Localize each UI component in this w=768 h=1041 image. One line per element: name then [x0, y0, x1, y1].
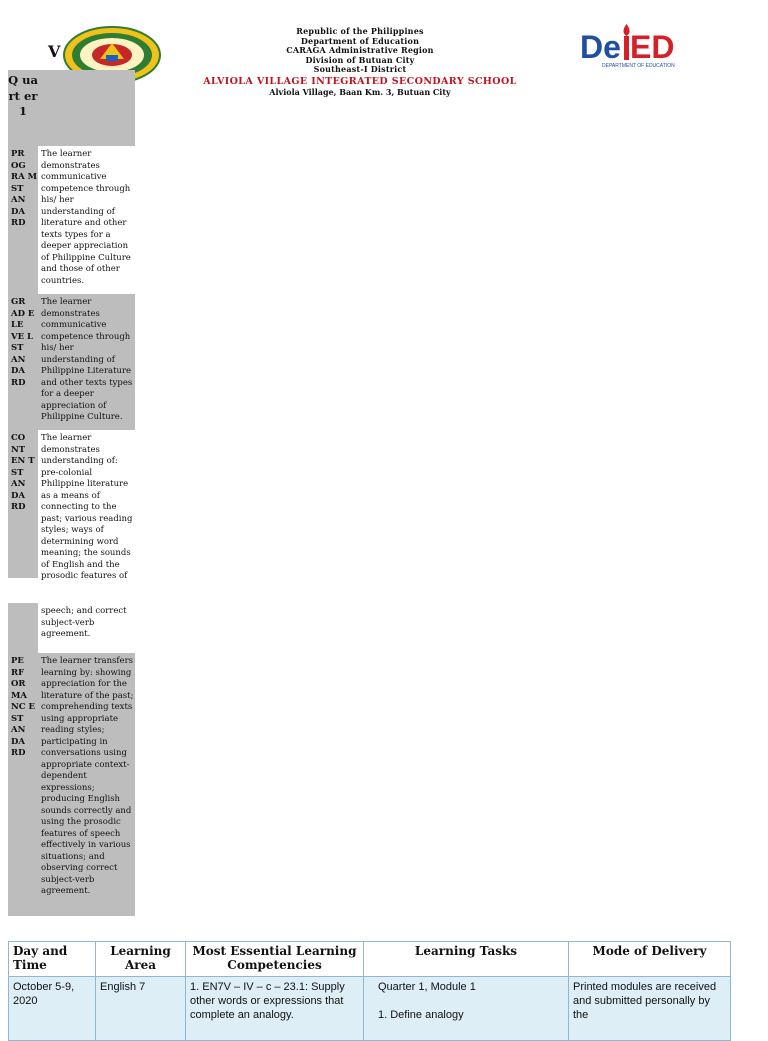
deped-sub-label: DEPARTMENT OF EDUCATION	[602, 63, 675, 69]
task-item: 1. Define analogy	[378, 1009, 464, 1021]
content-standard-text: The learner demonstrates understanding of: pre-colonial Philippine literature as a means of connecting to the past; various reading styles; ways of determining word meaning; the sounds of English and the prosodic features of	[41, 433, 133, 581]
school-name: ALVIOLA VILLAGE INTEGRATED SECONDARY SCHOOL	[203, 75, 517, 87]
letterhead-line: Southeast-I District	[313, 64, 407, 74]
column-header-day-time: Day and Time	[9, 942, 96, 977]
svg-text:ED: ED	[630, 29, 675, 65]
letterhead-line: Department of Education	[300, 35, 420, 46]
letterhead-line: Republic of the Philippines	[296, 26, 424, 36]
content-standard-text-cont: speech; and correct subject-verb agreement.	[41, 606, 127, 639]
grade-level-standard-text: The learner demonstrates communicative competence through his/ her understanding of Philippine Literature and other texts types for a deeper appreciation of Philippine Culture.	[38, 294, 135, 430]
deped-torch-icon	[578, 22, 702, 70]
cell-day-time: October 5-9, 2020	[9, 977, 96, 1041]
schedule-table	[8, 941, 731, 1041]
quarter-blank-cell	[38, 70, 135, 146]
task-module: Quarter 1, Module 1	[378, 981, 476, 993]
cell-learning-tasks	[364, 977, 569, 1041]
letterhead-line: Division of Butuan City	[305, 54, 415, 65]
performance-standard-label: PE RF OR MA NC E ST AN DA RD	[8, 653, 38, 916]
cell-competency: 1. EN7V – IV – c – 23.1: Supply other words or expressions that complete an analogy.	[186, 977, 364, 1041]
performance-standard-text: The learner transfers learning by: showing appreciation for the literature of the past; comprehending texts using appropriate reading styles; participating in conversations using appropriate context-dependent expressions; producing English sounds correctly and using the prosodic features of speech effectively in various situations; and observing correct subject-verb agreement.	[38, 653, 135, 916]
column-header-learning-tasks: Learning Tasks	[364, 942, 569, 977]
school-address: Alviola Village, Baan Km. 3, Butuan City	[269, 86, 451, 97]
table-header-row	[9, 942, 731, 977]
program-standard-text: The learner demonstrates communicative competence through his/ her understanding of literature and other texts types for a deeper appreciation of Philippine Culture and those of other countries.	[41, 149, 131, 286]
content-standard-label-cont	[8, 603, 38, 653]
cell-mode-of-delivery: Printed modules are received and submitted personally by the	[569, 977, 731, 1041]
table-row	[9, 977, 731, 1041]
grade-level-standard-label: GR AD E LE VE L ST AN DA RD	[8, 294, 38, 430]
program-standard-label: PR OG RA M ST AN DA RD	[8, 146, 38, 294]
quarter-label: Q ua rt er 1	[8, 70, 38, 146]
letterhead	[150, 27, 570, 97]
deped-logo	[578, 22, 702, 70]
svg-text:De: De	[580, 29, 621, 65]
cell-learning-area: English 7	[96, 977, 186, 1041]
content-standard-label: CO NT EN T ST AN DA RD	[8, 430, 38, 578]
column-header-learning-area: Learning Area	[96, 942, 186, 977]
column-header-competencies: Most Essential Learning Competencies	[186, 942, 364, 977]
header-v-mark: V	[48, 42, 61, 61]
letterhead-line: CARAGA Administrative Region	[286, 45, 434, 55]
column-header-mode-of-delivery: Mode of Delivery	[569, 942, 731, 977]
